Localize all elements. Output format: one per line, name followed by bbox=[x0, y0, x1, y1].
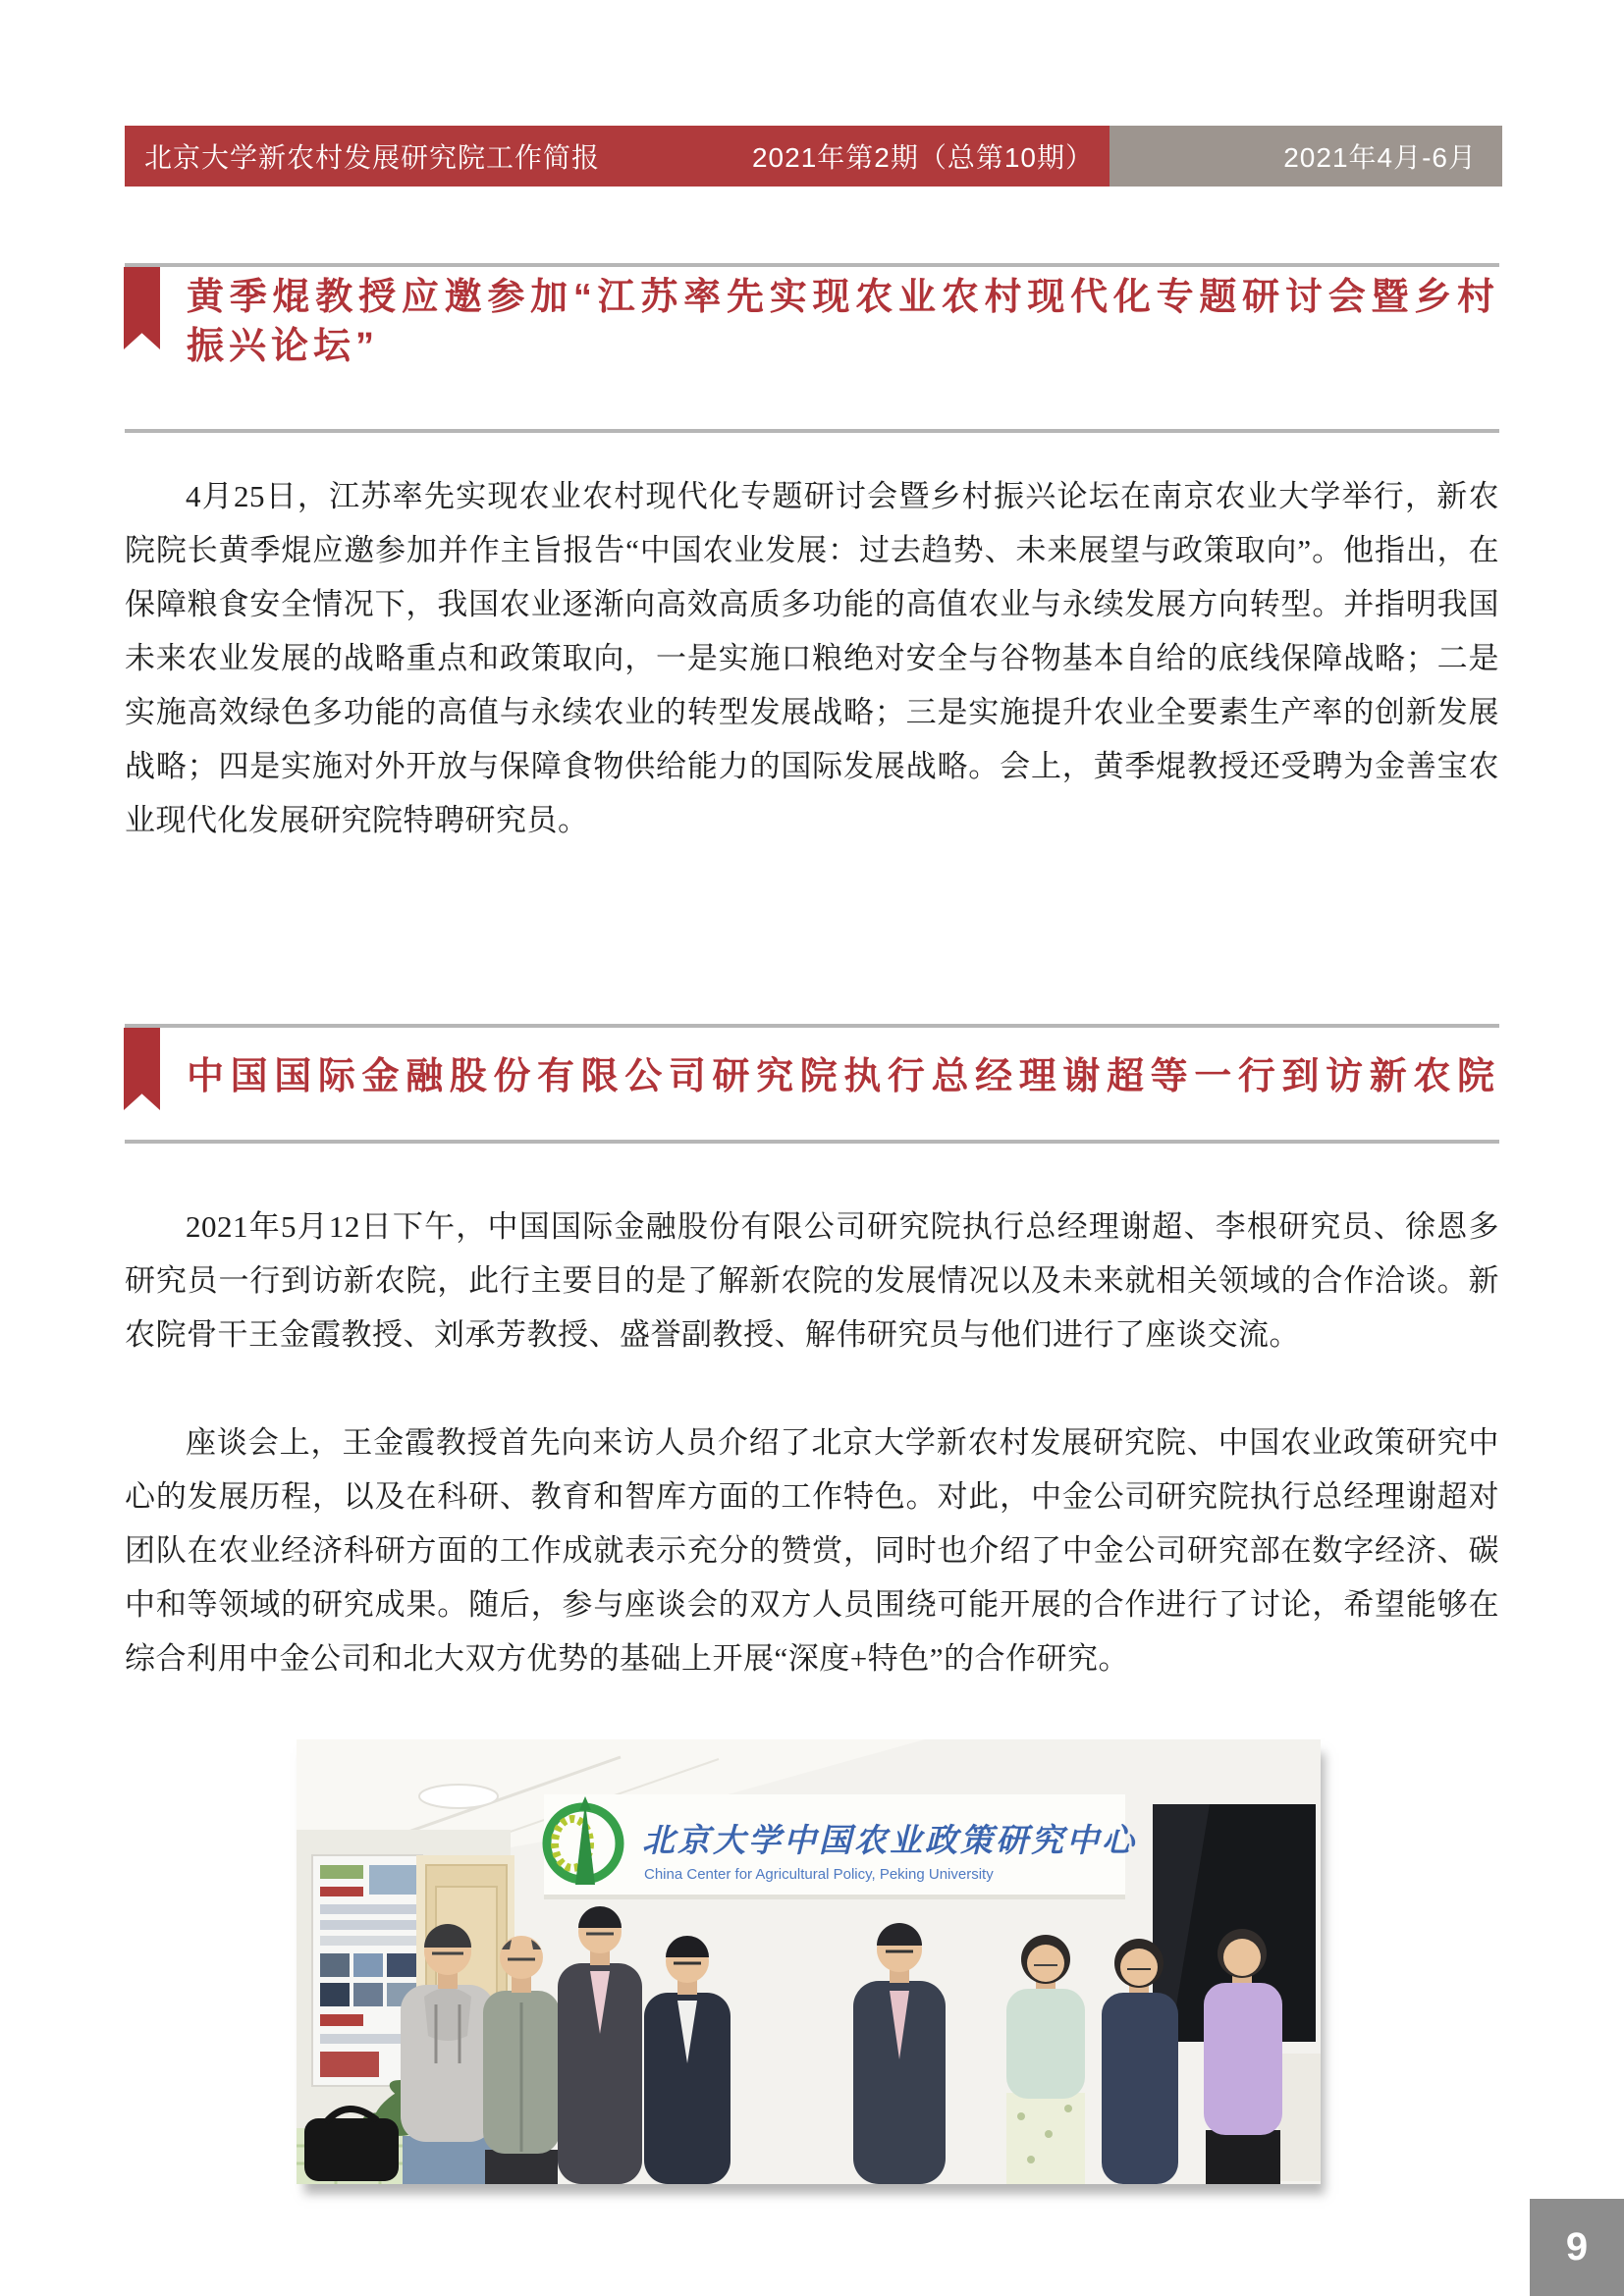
paragraph: 2021年5月12日下午，中国国际金融股份有限公司研究院执行总经理谢超、李根研究员、徐恩多研究员一行到访新农院，此行主要目的是了解新农院的发展情况以及未来就相关领域的合作洽谈。新农院骨干王金霞教授、刘承芳教授、盛誉副教授、解伟研究员与他们进行了座谈交流。 bbox=[125, 1209, 1499, 1352]
header-title: 北京大学新农村发展研究院工作简报 bbox=[144, 142, 601, 173]
sign-text-cn: 北京大学中国农业政策研究中心 bbox=[642, 1824, 1137, 1859]
ceiling-light bbox=[419, 1785, 498, 1808]
header-period: 2021年4月-6月 bbox=[1283, 142, 1477, 173]
section-title-2: 中国国际金融股份有限公司研究院执行总经理谢超等一行到访新农院 bbox=[187, 1056, 1499, 1097]
section-ribbon-icon bbox=[124, 1028, 160, 1110]
sign-panel bbox=[544, 1794, 1138, 1899]
group-photo-canvas bbox=[297, 1739, 1321, 2184]
header-bar bbox=[125, 126, 1502, 187]
divider bbox=[125, 1024, 1499, 1028]
divider bbox=[125, 429, 1499, 433]
header-issue: 2021年第2期（总第10期） bbox=[751, 142, 1094, 173]
page-number bbox=[1530, 2199, 1624, 2296]
paragraph: 座谈会上，王金霞教授首先向来访人员介绍了北京大学新农村发展研究院、中国农业政策研究中心的发展历程，以及在科研、教育和智库方面的工作特色。对此，中金公司研究院执行总经理谢超对团队在农业经济科研方面的工作成就表示充分的赞赏，同时也介绍了中金公司研究部在数字经济、碳中和等领域的研究成果。随后，参与座谈会的双方人员围绕可能开展的合作进行了讨论，希望能够在综合利用中金公司和北大双方优势的基础上开展“深度+特色”的合作研究。 bbox=[125, 1425, 1499, 1676]
section-ribbon-icon bbox=[124, 267, 160, 349]
group-photo-image bbox=[297, 1739, 1321, 2184]
sign-text-en: China Center for Agricultural Policy, Peking University bbox=[644, 1866, 994, 1883]
divider bbox=[125, 1140, 1499, 1144]
section-title-1: 黄季焜教授应邀参加“江苏率先实现农业农村现代化专题研讨会暨乡村振兴论坛” bbox=[187, 277, 1499, 367]
bag bbox=[304, 2109, 399, 2181]
header-red-band bbox=[125, 126, 1110, 187]
paragraph: 4月25日，江苏率先实现农业农村现代化专题研讨会暨乡村振兴论坛在南京农业大学举行，新农院院长黄季焜应邀参加并作主旨报告“中国农业发展：过去趋势、未来展望与政策取向”。他指出，在保障粮食安全情况下，我国农业逐渐向高效高质多功能的高值农业与永续发展方向转型。并指明我国未来农业发展的战略重点和政策取向，一是实施口粮绝对安全与谷物基本自给的底线保障战略；二是实施高效绿色多功能的高值与永续农业的转型发展战略；三是实施提升农业全要素生产率的创新发展战略；四是实施对外开放与保障食物供给能力的国际发展战略。会上，黄季焜教授还受聘为金善宝农业现代化发展研究院特聘研究员。 bbox=[125, 479, 1499, 837]
page-number-value: 9 bbox=[1565, 2225, 1589, 2269]
divider bbox=[125, 263, 1499, 267]
header-gray-band bbox=[1110, 126, 1502, 187]
